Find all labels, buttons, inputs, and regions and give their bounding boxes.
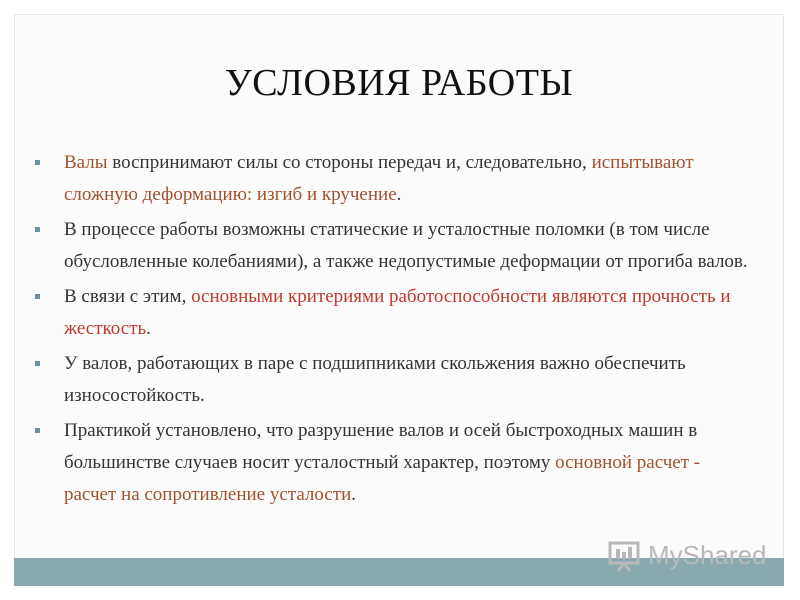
bullet-item: [35, 415, 755, 511]
bullet-item: [35, 147, 755, 211]
bullet-square-icon: [35, 294, 40, 299]
bullet-list: [35, 147, 755, 514]
slide-title: УСЛОВИЯ РАБОТЫ: [224, 62, 574, 104]
bullet-square-icon: [35, 361, 40, 366]
highlighted-text: основными критериями работоспособности являются прочность и жесткость: [64, 286, 731, 339]
presentation-board-icon: [606, 537, 642, 573]
bullet-text: В процессе работы возможны статические и усталостные поломки (в том числе обусловленные колебаниями), а также недопустимые деформации от прогиба валов.: [64, 219, 748, 272]
bullet-square-icon: [35, 227, 40, 232]
bullet-text: У валов, работающих в паре с подшипниками скольжения важно обеспечить износостойкость.: [64, 353, 686, 406]
highlighted-text: испытывают сложную деформацию: изгиб и кручение: [64, 152, 694, 205]
bullet-text: .: [351, 484, 357, 505]
bullet-square-icon: [35, 160, 40, 165]
highlighted-text: Валы: [64, 152, 108, 173]
bullet-text: Практикой установлено, что разрушение валов и осей быстроходных машин в большинстве случаев носит усталостный характер, поэтому: [64, 420, 698, 473]
bullet-item: [35, 348, 755, 412]
bullet-square-icon: [35, 428, 40, 433]
watermark-logo: [606, 536, 767, 574]
highlighted-text: основной расчет - расчет на сопротивление усталости: [64, 452, 701, 505]
bullet-text: .: [396, 184, 402, 205]
bullet-text: В связи с этим,: [64, 286, 192, 307]
bullet-text: воспринимают силы со стороны передач и, следовательно,: [107, 152, 592, 173]
watermark-text: MyShared: [648, 539, 767, 570]
bullet-item: [35, 214, 755, 278]
slide: [14, 14, 784, 566]
bullet-item: [35, 281, 755, 345]
bullet-text: .: [146, 318, 151, 339]
